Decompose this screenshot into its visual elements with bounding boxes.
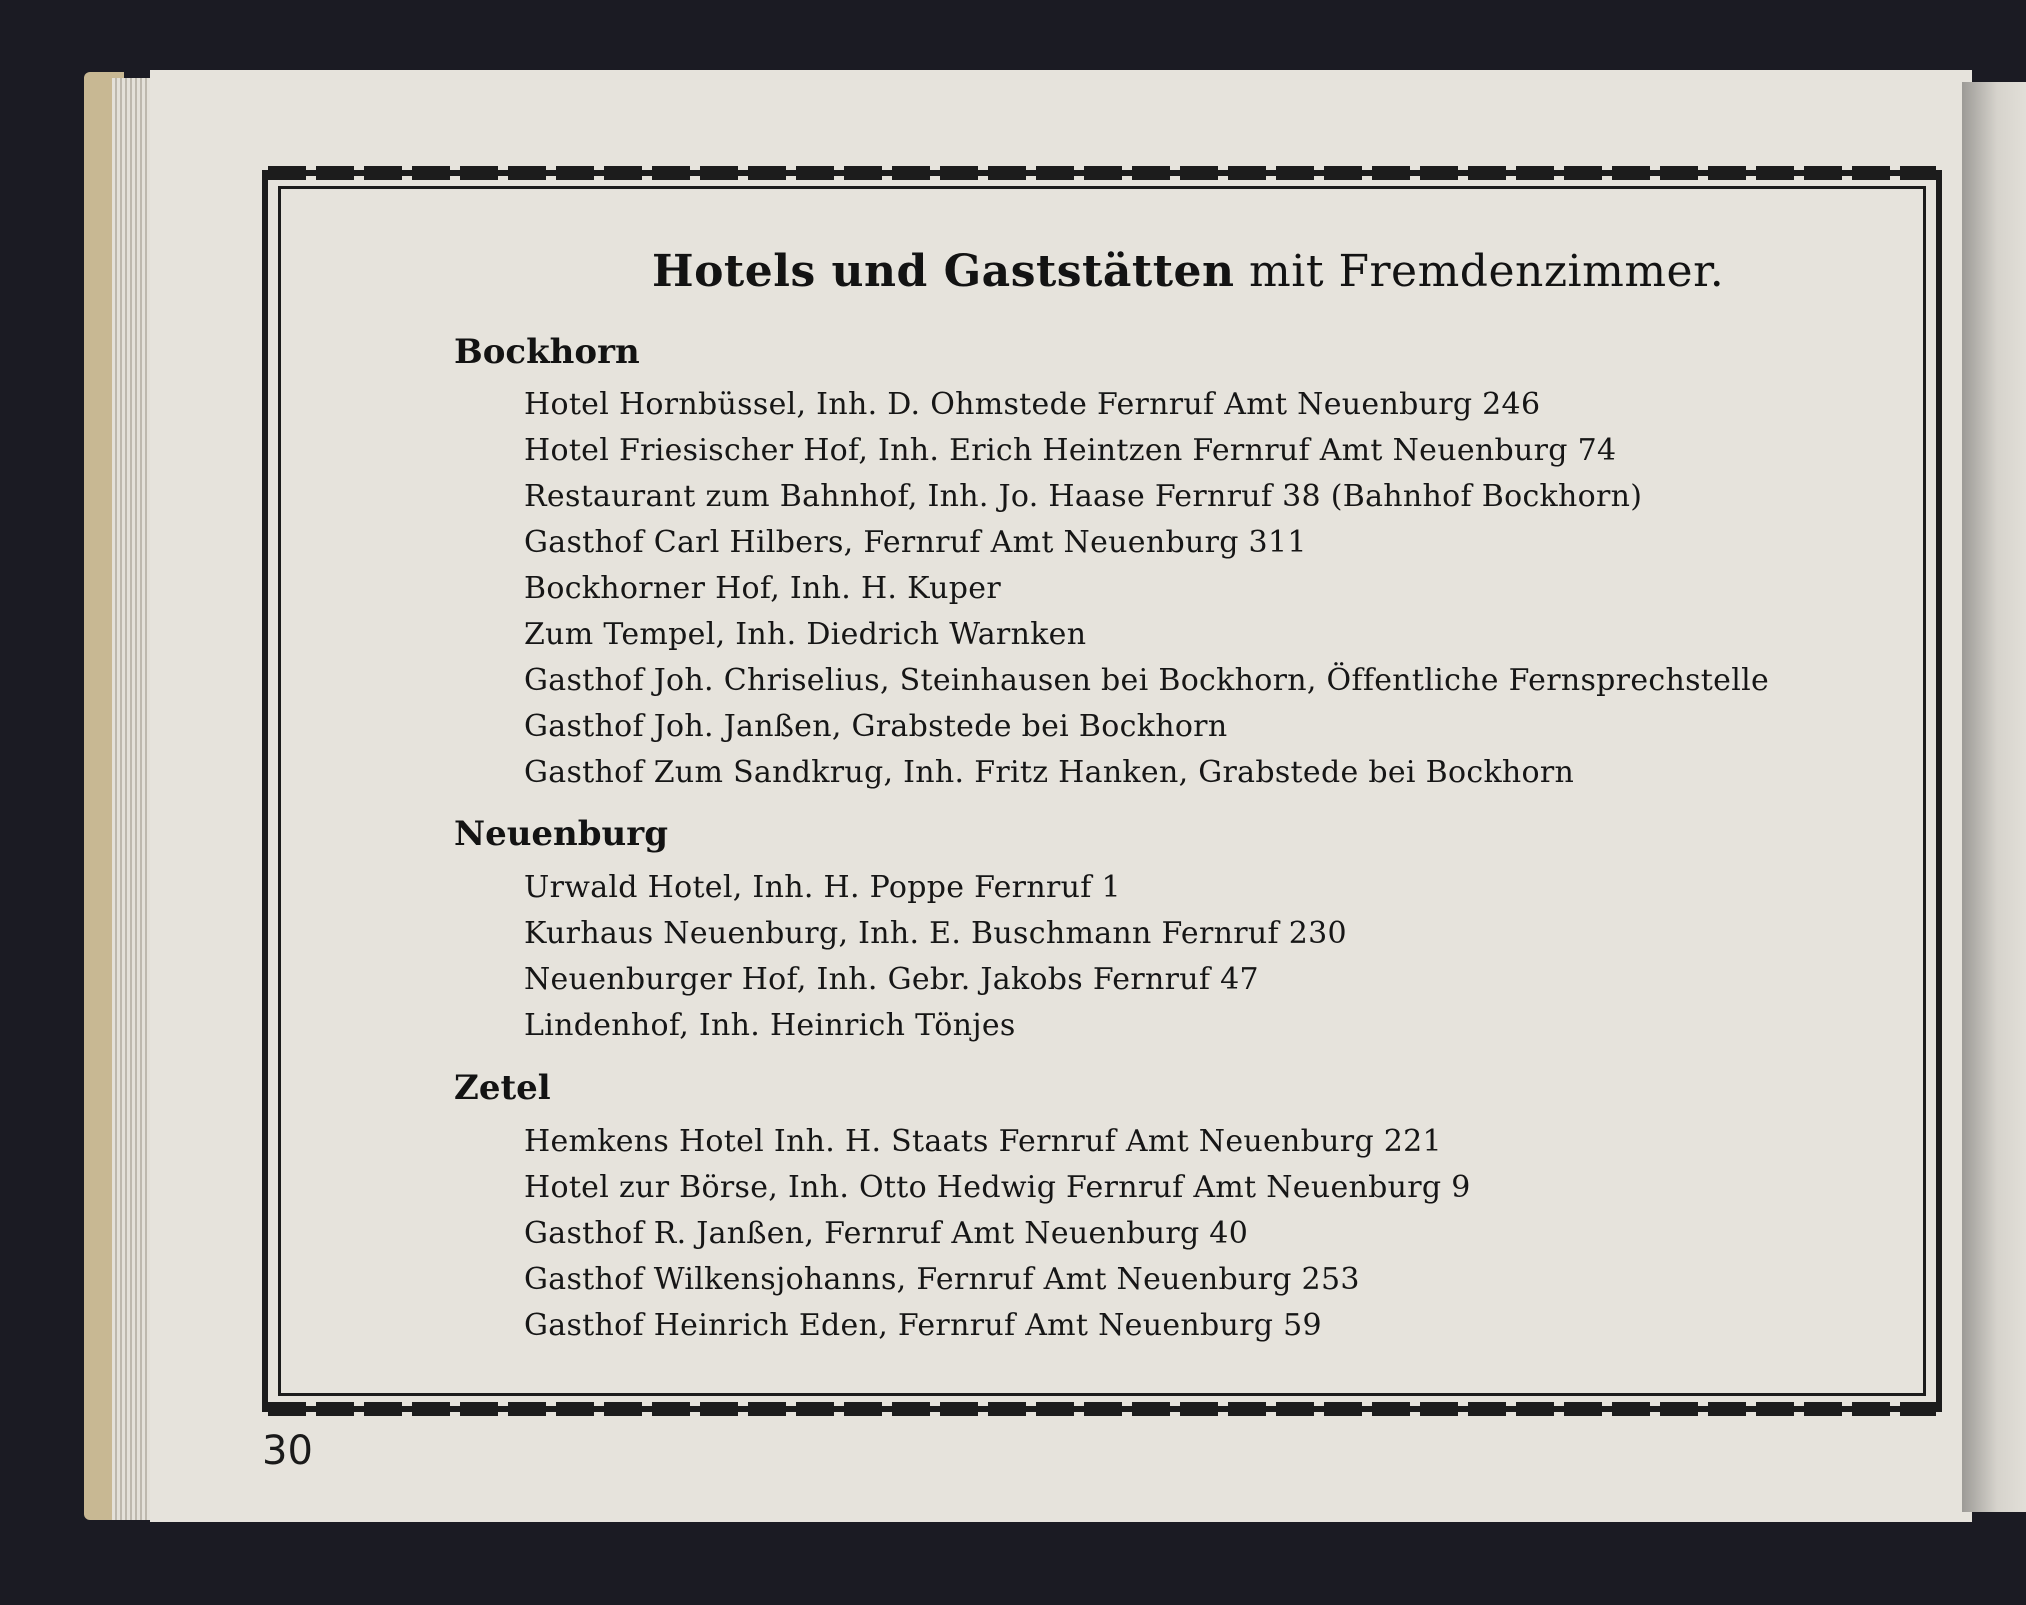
page-title-plain: mit Fremdenzimmer. xyxy=(1234,246,1725,297)
section-heading-zetel: Zetel xyxy=(454,1068,551,1108)
list-item: Hotel Friesischer Hof, Inh. Erich Heintzen Fernruf Amt Neuenburg 74 xyxy=(524,433,1617,468)
list-item: Gasthof Wilkensjohanns, Fernruf Amt Neuenburg 253 xyxy=(524,1262,1360,1297)
list-item: Gasthof R. Janßen, Fernruf Amt Neuenburg 40 xyxy=(524,1216,1249,1251)
list-item: Urwald Hotel, Inh. H. Poppe Fernruf 1 xyxy=(524,870,1121,905)
page-title xyxy=(652,246,1724,297)
section-heading-bockhorn: Bockhorn xyxy=(454,332,640,372)
ornament-border-bottom xyxy=(268,1402,1936,1416)
section-heading-neuenburg: Neuenburg xyxy=(454,814,668,854)
list-item: Kurhaus Neuenburg, Inh. E. Buschmann Fernruf 230 xyxy=(524,916,1347,951)
list-item: Hotel zur Börse, Inh. Otto Hedwig Fernruf Amt Neuenburg 9 xyxy=(524,1170,1471,1205)
list-item: Restaurant zum Bahnhof, Inh. Jo. Haase Fernruf 38 (Bahnhof Bockhorn) xyxy=(524,479,1643,514)
list-item: Gasthof Carl Hilbers, Fernruf Amt Neuenburg 311 xyxy=(524,525,1307,560)
list-item: Neuenburger Hof, Inh. Gebr. Jakobs Fernruf 47 xyxy=(524,962,1259,997)
list-item: Hemkens Hotel Inh. H. Staats Fernruf Amt Neuenburg 221 xyxy=(524,1124,1442,1159)
page-number: 30 xyxy=(262,1428,313,1474)
list-item: Gasthof Joh. Janßen, Grabstede bei Bockhorn xyxy=(524,709,1228,744)
list-item: Gasthof Heinrich Eden, Fernruf Amt Neuenburg 59 xyxy=(524,1308,1322,1343)
list-item: Lindenhof, Inh. Heinrich Tönjes xyxy=(524,1008,1016,1043)
book-gutter-next-page xyxy=(1962,82,2026,1512)
list-item: Bockhorner Hof, Inh. H. Kuper xyxy=(524,571,1001,606)
ornament-border-top xyxy=(268,166,1936,180)
list-item: Zum Tempel, Inh. Diedrich Warnken xyxy=(524,617,1087,652)
list-item: Gasthof Zum Sandkrug, Inh. Fritz Hanken, Grabstede bei Bockhorn xyxy=(524,755,1575,790)
list-item: Hotel Hornbüssel, Inh. D. Ohmstede Fernruf Amt Neuenburg 246 xyxy=(524,387,1541,422)
page-title-bold: Hotels und Gaststätten xyxy=(652,246,1235,297)
list-item: Gasthof Joh. Chriselius, Steinhausen bei Bockhorn, Öffentliche Fernsprechstelle xyxy=(524,663,1770,698)
